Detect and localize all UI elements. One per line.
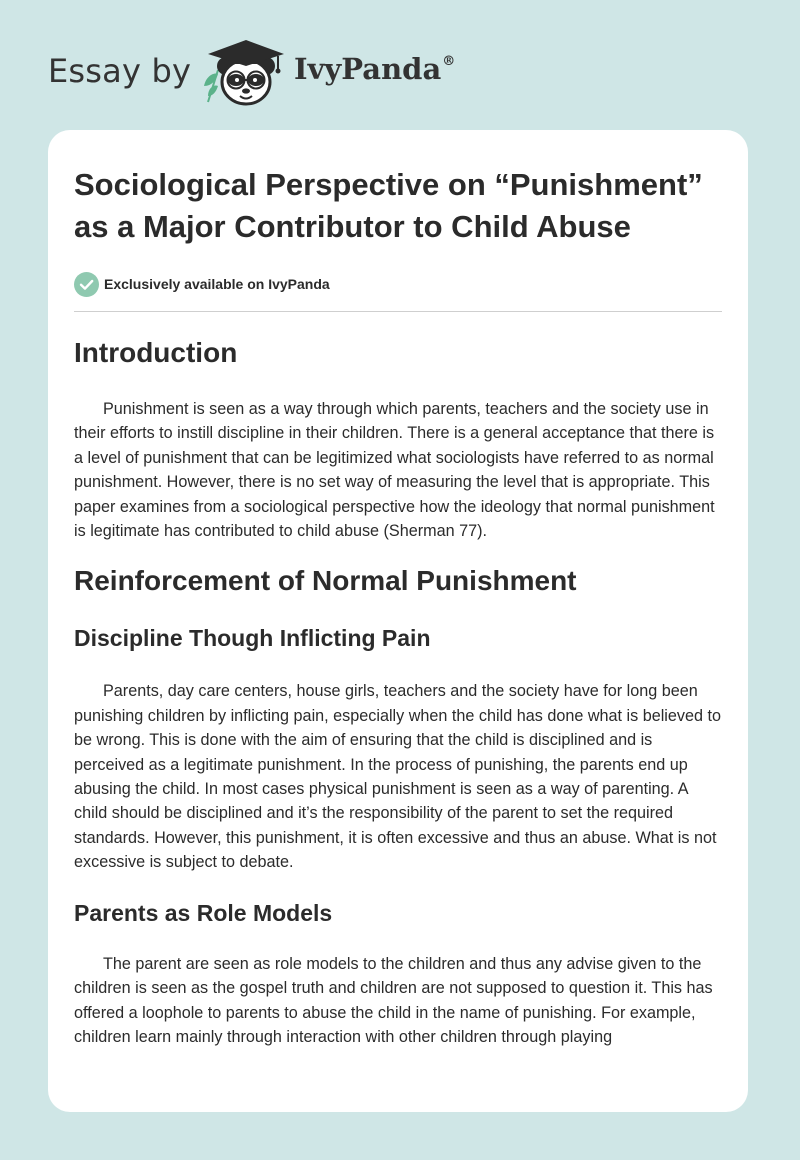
- divider: [74, 311, 722, 312]
- paragraph-discipline: Parents, day care centers, house girls, teachers and the society have for long been punishing children by inflicting pain, especially when the child has done what is believed to be wrong. This is done with the aim of ensuring that the child is disciplined and is perceived as a legitimate punishment. In the process of punishing, the parents end up abusing the child. In most cases physical punishment is seen as a way of parenting. A child should be disciplined and it’s the responsibility of the parent to set the required standards. However, this punishment, it is often excessive and thus an abuse. What is not excessive is subject to debate.: [74, 682, 722, 872]
- essay-title: Sociological Perspective on “Punishment” as a Major Contributor to Child Abuse: [74, 167, 703, 244]
- essay-card: [48, 130, 748, 1112]
- panda-graduate-icon: [200, 36, 288, 108]
- exclusive-badge: [74, 271, 722, 297]
- heading-introduction: Introduction: [74, 337, 238, 368]
- essay-by-label: Essay by: [48, 52, 192, 90]
- heading-reinforcement: Reinforcement of Normal Punishment: [74, 565, 577, 597]
- heading-role-models: Parents as Role Models: [74, 899, 333, 926]
- registered-mark: ®: [442, 54, 456, 69]
- brand-name: IvyPanda: [294, 52, 442, 86]
- paragraph-introduction: Punishment is seen as a way through which parents, teachers and the society use in their efforts to instill discipline in their children. There is a general acceptance that there is a level of punishment that can be legitimized what sociologists have referred to as normal punishment. However, there is no set way of measuring the level that is appropriate. This paper examines from a sociological perspective how the ideology that normal punishment is legitimate has contributed to child abuse (Sherman 77).: [74, 400, 715, 541]
- check-circle-icon: [74, 272, 99, 297]
- paragraph-role-models: The parent are seen as role models to the children and thus any advise given to the children is seen as the gospel truth and children are not supposed to question it. This has offered a loophole to parents to abuse the child in the name of punishing. For example, children learn mainly through interaction with other children through playing: [74, 954, 713, 1046]
- heading-discipline: Discipline Though Inflicting Pain: [74, 625, 431, 652]
- brand-logo-text: [294, 52, 455, 86]
- site-header: [0, 0, 800, 130]
- exclusive-badge-text: Exclusively available on IvyPanda: [104, 276, 330, 292]
